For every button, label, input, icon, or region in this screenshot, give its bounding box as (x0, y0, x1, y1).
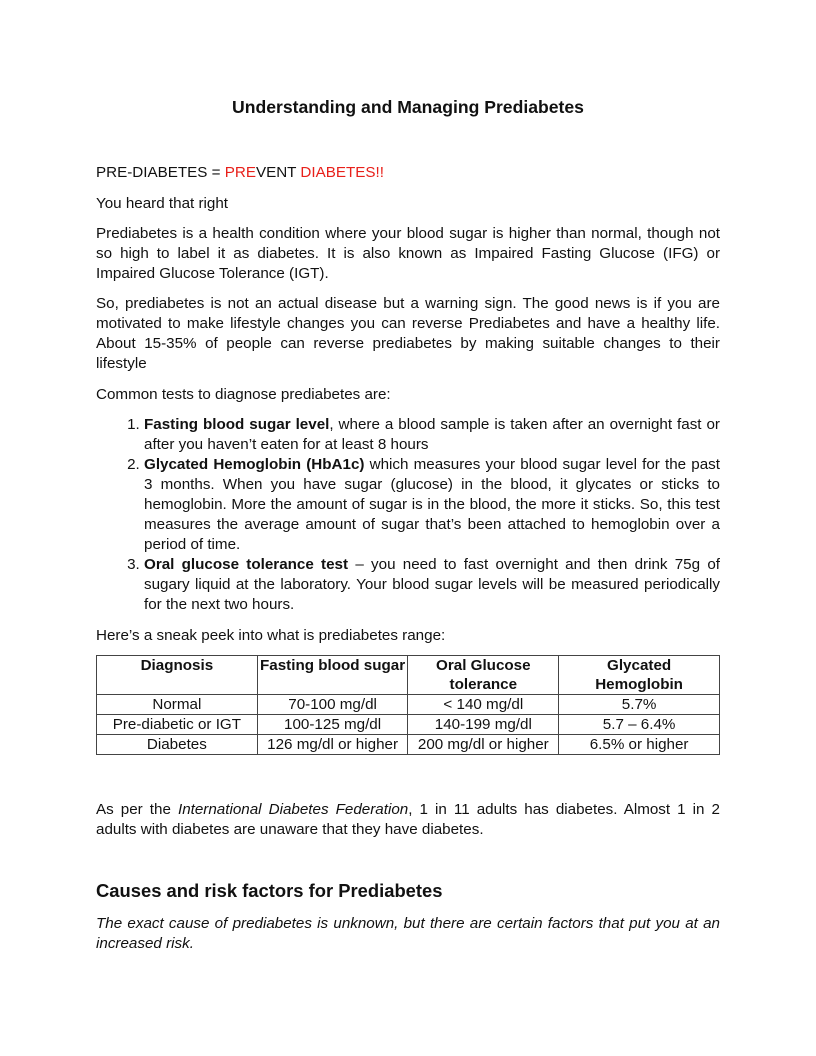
table-cell: Diabetes (97, 735, 258, 755)
idf-after: , 1 in 11 adults has diabetes. Almost 1 in 2 adults with diabetes are unaware that they have diabetes. (96, 801, 720, 838)
header-fasting: Fasting blood sugar (257, 656, 408, 695)
table-cell: 5.7 – 6.4% (559, 715, 720, 735)
header-oral-glucose: Oral Glucose tolerance (408, 656, 559, 695)
page-title: Understanding and Managing Prediabetes (232, 97, 584, 117)
table-cell: < 140 mg/dl (408, 695, 559, 715)
tagline-pre: PRE (224, 164, 256, 181)
tests-intro: Common tests to diagnose prediabetes are: (96, 386, 391, 403)
header-glycated: Glycated Hemoglobin (559, 656, 720, 695)
table-cell: 200 mg/dl or higher (408, 735, 559, 755)
paragraph-warning: So, prediabetes is not an actual disease but a warning sign. The good news is if you are motivated to make lifestyle changes you can reverse Prediabetes and have a healthy life. About 15-35% of people can reverse prediabetes by making suitable changes to their lifestyle (96, 295, 720, 372)
header-diagnosis: Diagnosis (97, 656, 258, 695)
table-cell: Pre-diabetic or IGT (97, 715, 258, 735)
tagline-part1: PRE-DIABETES = (96, 164, 225, 181)
table-row (97, 715, 720, 735)
test-name: Fasting blood sugar level (144, 416, 330, 433)
table-cell: Normal (97, 695, 258, 715)
list-item (144, 455, 720, 555)
idf-org: International Diabetes Federation (177, 801, 409, 818)
list-item (144, 555, 720, 615)
table-row (97, 735, 720, 755)
tagline (96, 163, 384, 183)
test-desc: , where a blood sample is taken after an overnight fast or after you haven’t eaten for at least 8 hours (144, 416, 720, 453)
idf-paragraph (96, 800, 720, 840)
test-desc: which measures your blood sugar level for the past 3 months. When you have sugar (glucose) in the blood, it glycates or sticks to hemoglobin. More the amount of sugar is in the blood, the more it sticks. So, this test measures the average amount of sugar that’s been attached to hemoglobin over a period of time. (144, 456, 720, 553)
table-cell: 100-125 mg/dl (257, 715, 408, 735)
tagline-vent: VENT (255, 164, 301, 181)
table-cell: 126 mg/dl or higher (257, 735, 408, 755)
range-intro: Here’s a sneak peek into what is prediabetes range: (96, 627, 446, 644)
table-cell: 140-199 mg/dl (408, 715, 559, 735)
tagline-diabetes: DIABETES!! (300, 164, 384, 181)
causes-intro: The exact cause of prediabetes is unknown, but there are certain factors that put you at an increased risk. (96, 915, 720, 952)
paragraph-definition: Prediabetes is a health condition where your blood sugar is higher than normal, though not so high to label it as diabetes. It is also known as Impaired Fasting Glucose (IFG) or Impaired Glucose Tolerance (IGT). (96, 225, 720, 282)
prediabetes-range-table (96, 655, 720, 755)
table-cell: 6.5% or higher (559, 735, 720, 755)
paragraph-heard: You heard that right (96, 195, 229, 212)
test-name: Oral glucose tolerance test (144, 556, 349, 573)
idf-before: As per the (96, 801, 178, 818)
test-name: Glycated Hemoglobin (HbA1c) (144, 456, 365, 473)
table-header-row (97, 656, 720, 695)
table-cell: 5.7% (559, 695, 720, 715)
causes-heading: Causes and risk factors for Prediabetes (96, 880, 443, 901)
table-cell: 70-100 mg/dl (257, 695, 408, 715)
tests-list (96, 415, 720, 615)
test-desc: – you need to fast overnight and then drink 75g of sugary liquid at the laboratory. Your blood sugar levels will be measured periodically for the next two hours. (144, 556, 720, 613)
list-item (144, 415, 720, 455)
table-row (97, 695, 720, 715)
